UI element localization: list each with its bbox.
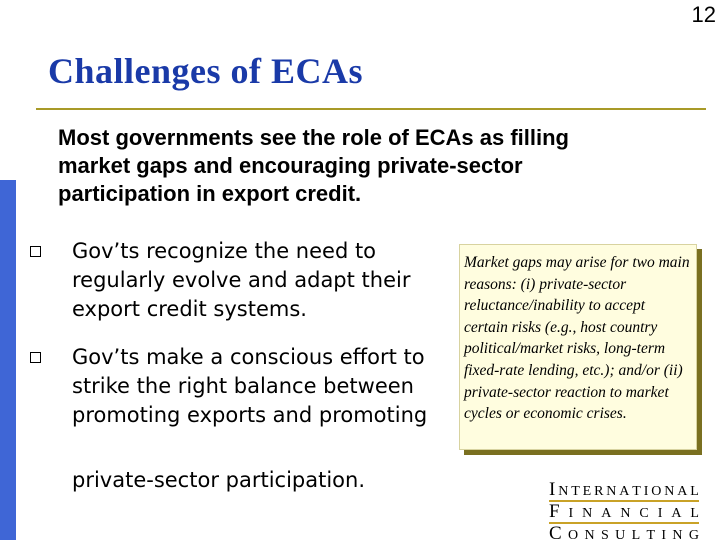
logo-letter: N [606, 484, 617, 499]
title-divider [36, 108, 706, 110]
logo-letter: T [571, 484, 580, 499]
logo-line-financial [549, 502, 699, 522]
logo-letter: I [661, 528, 667, 543]
logo-letter: A [671, 506, 682, 521]
bullet-continuation: private-sector participation. [72, 468, 366, 492]
logo-letter: L [690, 506, 699, 521]
logo-letter: A [601, 506, 612, 521]
logo-line-international [549, 480, 699, 500]
logo-letter: I [549, 479, 556, 500]
logo-letter: N [664, 484, 675, 499]
company-logo [549, 480, 699, 544]
logo-letter: N [584, 528, 595, 543]
logo-letter: N [672, 528, 683, 543]
logo-letter: I [643, 484, 649, 499]
left-accent-bar [0, 180, 16, 540]
slide-number: 12 [691, 2, 716, 27]
logo-letter: E [582, 484, 592, 499]
bullet-item [30, 343, 430, 430]
logo-letter: A [619, 484, 630, 499]
bullet-item [30, 237, 430, 324]
logo-letter: C [549, 523, 562, 544]
logo-line-consulting [549, 524, 699, 544]
logo-letter: O [568, 528, 579, 543]
logo-letter: N [582, 506, 593, 521]
slide-title: Challenges of ECAs [48, 51, 364, 91]
logo-letter: N [620, 506, 631, 521]
logo-letter: L [631, 528, 641, 543]
callout-box [459, 244, 697, 450]
logo-letter: T [646, 528, 656, 543]
logo-letter: G [688, 528, 699, 543]
logo-letter: N [558, 484, 569, 499]
logo-letter: F [549, 501, 560, 522]
bullet-text: Gov’ts make a conscious effort to strike the right balance between promoting exports and promoting [72, 345, 428, 427]
checkbox-bullet-icon [30, 352, 41, 363]
intro-text: Most governments see the role of ECAs as filling market gaps and encouraging private-sector participation in export credit. [58, 125, 569, 206]
logo-letter: L [690, 484, 699, 499]
logo-letter: I [657, 506, 663, 521]
logo-letter: I [568, 506, 574, 521]
checkbox-bullet-icon [30, 246, 41, 257]
logo-letter: U [615, 528, 626, 543]
logo-letter: O [651, 484, 662, 499]
callout-text: Market gaps may arise for two main reasons: (i) private-sector reluctance/inability to accept certain risks (e.g., host country political/market risks, long-term fixed-rate lending, etc.); and/or (ii) private-sector reaction to market cycles or economic crises. [464, 254, 690, 423]
logo-letter: T [632, 484, 641, 499]
logo-letter: R [594, 484, 604, 499]
bullet-text: Gov’ts recognize the need to regularly evolve and adapt their export credit systems. [72, 239, 411, 321]
logo-letter: A [677, 484, 688, 499]
logo-letter: S [600, 528, 609, 543]
logo-letter: C [639, 506, 649, 521]
